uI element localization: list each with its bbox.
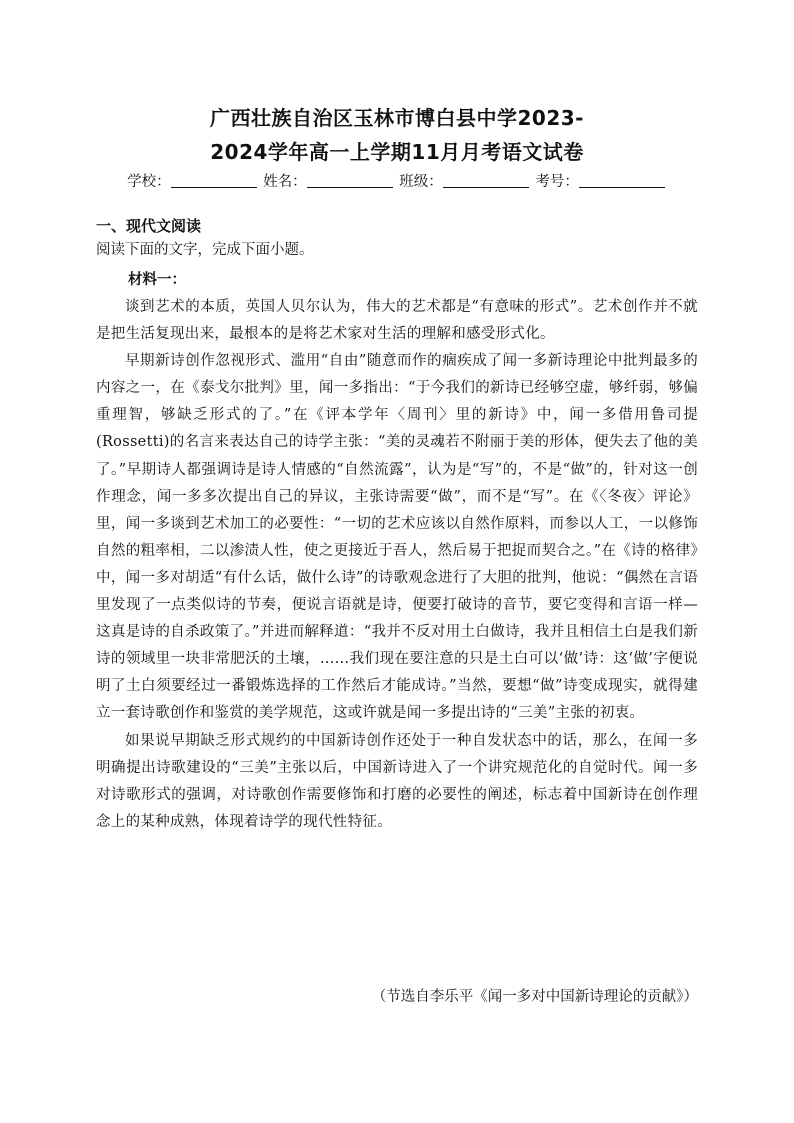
exam-title-line-2: 2024学年高一上学期11月月考语文试卷 <box>210 140 584 164</box>
name-label: 姓名： <box>263 174 307 190</box>
passage-source: （节选自李乐平《闻一多对中国新诗理论的贡献》） <box>371 989 698 1005</box>
exam-number-label: 考号： <box>535 174 579 190</box>
class-blank[interactable] <box>443 173 529 188</box>
name-blank[interactable] <box>307 173 393 188</box>
school-blank[interactable] <box>171 173 257 188</box>
section-heading: 一、现代文阅读 <box>96 217 202 235</box>
passage-paragraph-3: 如果说早期缺乏形式规约的中国新诗创作还处于一种自发状态中的话，那么，在闻一多明确提出诗歌建设的“三美”主张以后，中国新诗进入了一个讲究规范化的自觉时代。闻一多对诗歌形式的强调，对诗歌创作需要修饰和打磨的必要性的阐述，标志着中国新诗在创作理念上的某种成熟，体现着诗学的现代性特征。 <box>96 732 698 830</box>
passage-paragraph-2: 早期新诗创作忽视形式、滥用“自由”随意而作的痼疾成了闻一多新诗理论中批判最多的内容之一，在《泰戈尔批判》里，闻一多指出：“于今我们的新诗已经够空虚，够纤弱，够偏重理智，够缺乏形式的了。”在《评本学年〈周刊〉里的新诗》中，闻一多借用鲁司提(Rossetti)的名言来表达自己的诗学主张：“美的灵魂若不附丽于美的形体，便失去了他的美了。”早期诗人都强调诗是诗人情感的“自然流露”，认为是“写”的，不是“做”的，针对这一创作理念，闻一多多次提出自己的异议，主张诗需要“做”，而不是“写”。在《〈冬夜〉评论》里，闻一多谈到艺术加工的必要性：“一切的艺术应该以自然作原料，而参以人工，一以修饰自然的粗率相，二以渗渍人性，使之更接近于吾人，然后易于把捉而契合之。”在《诗的格律》中，闻一多对胡适“有什么话，做什么诗”的诗歌观念进行了大胆的批判，他说：“偶然在言语里发现了一点类似诗的节奏，便说言语就是诗，便要打破诗的音节，要它变得和言语一样—这真是诗的自杀政策了。”并进而解释道：“我并不反对用土白做诗，我并且相信土白是我们新诗的领域里一块非常肥沃的土壤，……我们现在要注意的只是土白可以‘做’诗：这‘做’字便说明了土白须要经过一番锻炼选择的工作然后才能成诗。”当然，要想“做”诗变成现实，就得建立一套诗歌创作和鉴赏的美学规范，这或许就是闻一多提出诗的“三美”主张的初衷。 <box>96 353 698 722</box>
class-label: 班级： <box>399 174 443 190</box>
school-label: 学校： <box>127 174 171 190</box>
instruction-text: 阅读下面的文字，完成下面小题。 <box>96 242 314 258</box>
passage-paragraph-1: 谈到艺术的本质，英国人贝尔认为，伟大的艺术都是“有意味的形式”。艺术创作并不就是把生活复现出来，最根本的是将艺术家对生活的理解和感受形式化。 <box>96 299 698 343</box>
exam-number-blank[interactable] <box>579 173 665 188</box>
exam-title-line-1: 广西壮族自治区玉林市博白县中学2023- <box>210 106 584 130</box>
material-label: 材料一： <box>128 271 186 288</box>
passage-body <box>96 294 698 836</box>
student-info-row <box>0 170 794 191</box>
